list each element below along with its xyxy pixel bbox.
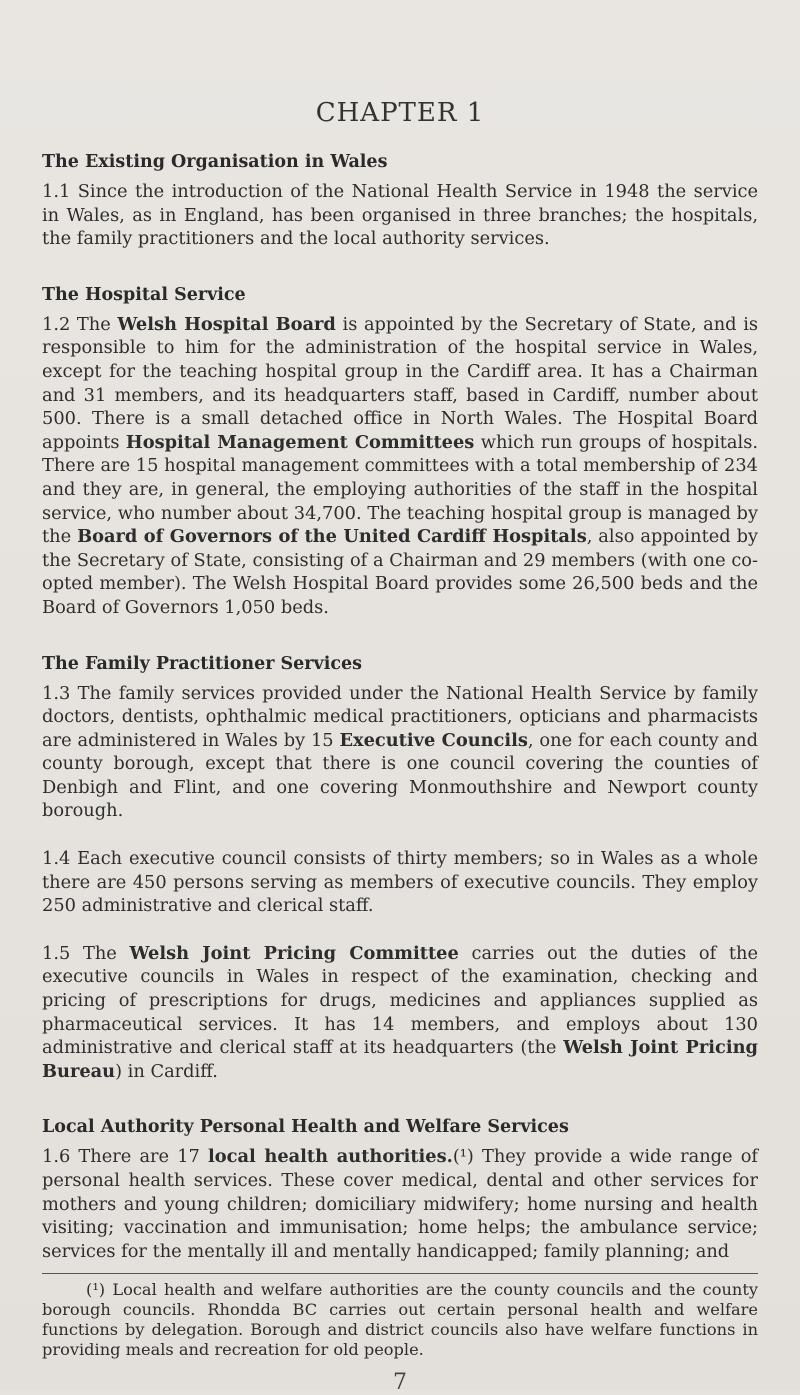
term-board-of-governors: Board of Governors of the United Cardiff Hospitals: [77, 526, 587, 548]
paragraph-1-6: 1.6 There are 17 local health authorities.(¹) They provide a wide range of personal health services. These cover medical, dental and other services for mothers and young children; domiciliary midwifery; home nursing and health visiting; vaccination and immunisation; home helps; the ambulance service; services for the mentally ill and mentally handicapped; family planning; and: [42, 1146, 758, 1262]
footnote-text: (¹) Local health and welfare authorities are the county councils and the county borough councils. Rhondda BC carries out certain personal health and welfare functions by delegation. Borough and district councils also have welfare functions in providing meals and recreation for old people.: [42, 1280, 758, 1360]
section-heading-existing: The Existing Organisation in Wales: [42, 152, 388, 172]
term-executive-councils: Executive Councils: [339, 729, 528, 751]
term-welsh-joint-pricing-bureau: Welsh Joint Pricing Bureau: [42, 1037, 758, 1082]
section-heading-local: Local Authority Personal Health and Welfare Services: [42, 1117, 569, 1138]
term-welsh-hospital-board: Welsh Hospital Board: [117, 313, 336, 335]
chapter-title: CHAPTER 1: [315, 98, 485, 128]
footnote-divider: [42, 1273, 758, 1274]
term-local-health-authorities: local health authorities.: [208, 1146, 453, 1168]
paragraph-1-1: 1.1 Since the introduction of the National Health Service in 1948 the service in Wales, as in England, has been organised in three branches; the hospitals, the family practitioners and the local authority services.: [42, 181, 758, 250]
paragraph-1-5: 1.5 The Welsh Joint Pricing Committee carries out the duties of the executive councils in Wales in respect of the examination, checking and pricing of prescriptions for drugs, medicines and appliances supplied as pharmaceutical services. It has 14 members, and employs about 130 administrative and clerical staff at its headquarters (the Welsh Joint Pricing Bureau) in Cardiff.: [42, 942, 759, 1082]
paragraph-1-3: 1.3 The family services provided under the National Health Service by family doctors, dentists, ophthalmic medical practitioners, opticians and pharmacists are administered in Wales by 15 Executive Councils, one for each county and county borough, except that there is one council covering the counties of Denbigh and Flint, and one covering Monmouthshire and Newport county borough.: [42, 682, 759, 822]
page-number: 7: [393, 1370, 407, 1395]
section-heading-hospital: The Hospital Service: [42, 284, 246, 305]
paragraph-1-2: 1.2 The Welsh Hospital Board is appointed by the Secretary of State, and is responsible to him for the administration of the hospital service in Wales, except for the teaching hospital group in the Cardiff area. It has a Chairman and 31 members, and its headquarters staff, based in Cardiff, number about 500. There is a small detached office in North Wales. The Hospital Board appoints Hospital Management Committees which run groups of hospitals. There are 15 hospital management committees with a total membership of 234 and they are, in general, the employing authorities of the staff in the hospital service, who number about 34,700. The teaching hospital group is managed by the Board of Governors of the United Cardiff Hospitals, also appointed by the Secretary of State, consisting of a Chairman and 29 members (with one co-opted member). The Welsh Hospital Board provides some 26,500 beds and the Board of Governors 1,050 beds.: [42, 313, 759, 618]
term-welsh-joint-pricing-committee: Welsh Joint Pricing Committee: [129, 942, 459, 964]
footnote: [42, 1280, 758, 1360]
section-heading-family: The Family Practitioner Services: [42, 653, 362, 674]
paragraph-1-4: 1.4 Each executive council consists of thirty members; so in Wales as a whole there are 450 persons serving as members of executive councils. They employ 250 administrative and clerical staff.: [42, 848, 758, 917]
term-hospital-management-committees: Hospital Management Committees: [125, 431, 475, 453]
